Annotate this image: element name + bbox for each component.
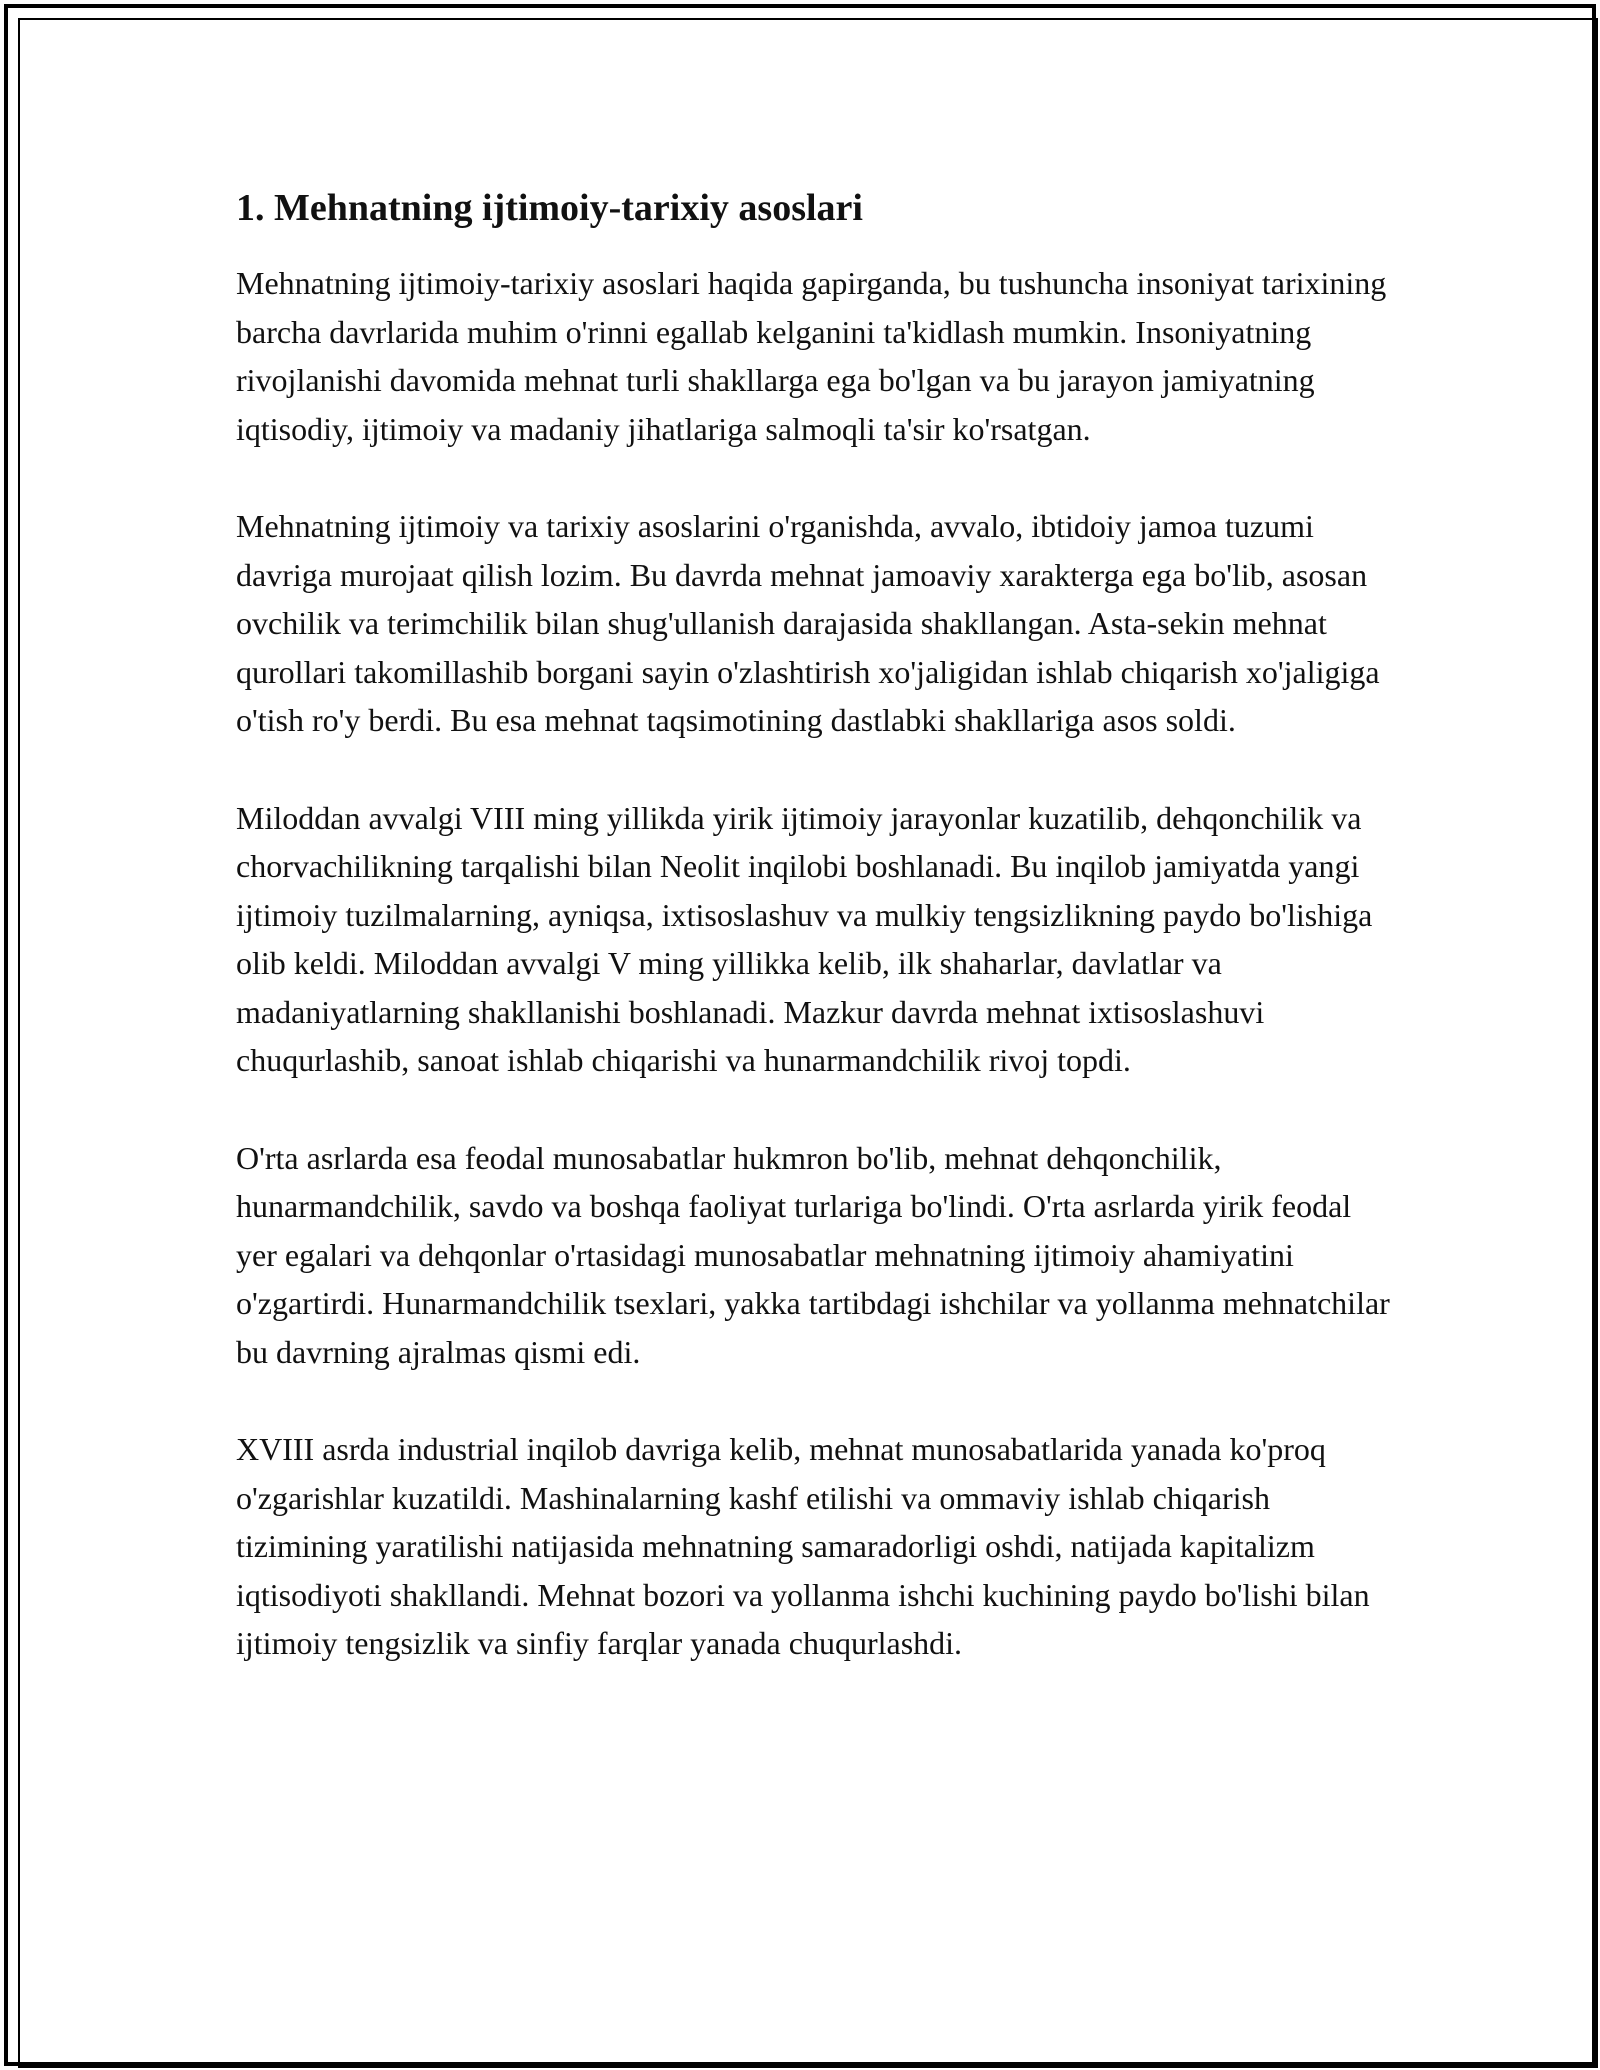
paragraph-4: O'rta asrlarda esa feodal munosabatlar hukmron bo'lib, mehnat dehqonchilik, hunarmandchilik, savdo va boshqa faoliyat turlariga bo'lindi. O'rta asrlarda yirik feodal yer egalari va dehqonlar o'rtasidagi munosabatlar mehnatning ijtimoiy ahamiyatini o'zgartirdi. Hunarmandchilik tsexlari, yakka tartibdagi ishchilar va yollanma mehnatchilar bu davrning ajralmas qismi edi. (236, 1139, 1390, 1370)
section-heading: 1. Mehnatning ijtimoiy-tarixiy asoslari (236, 187, 863, 229)
paragraph-5: XVIII asrda industrial inqilob davriga kelib, mehnat munosabatlarida yanada ko'proq o'zgarishlar kuzatildi. Mashinalarning kashf etilishi va ommaviy ishlab chiqarish tizimining yaratilishi natijasida mehnatning samaradorligi oshdi, natijada kapitalizm iqtisodiyoti shakllandi. Mehnat bozori va yollanma ishchi kuchining paydo bo'lishi bilan ijtimoiy tengsizlik va sinfiy farqlar yanada chuqurlashdi. (236, 1431, 1370, 1662)
paragraph-3: Miloddan avvalgi VIII ming yillikda yirik ijtimoiy jarayonlar kuzatilib, dehqonchilik va chorvachilikning tarqalishi bilan Neolit inqilobi boshlanadi. Bu inqilob jamiyatda yangi ijtimoiy tuzilmalarning, ayniqsa, ixtisoslashuv va mulkiy tengsizlikning paydo bo'lishiga olib keldi. Miloddan avvalgi V ming yillikka kelib, ilk shaharlar, davlatlar va madaniyatlarning shakllanishi boshlanadi. Mazkur davrda mehnat ixtisoslashuvi chuqurlashib, sanoat ishlab chiqarishi va hunarmandchilik rivoj topdi. (236, 799, 1373, 1079)
paragraph-2: Mehnatning ijtimoiy va tarixiy asoslarini o'rganishda, avvalo, ibtidoiy jamoa tuzumi davriga murojaat qilish lozim. Bu davrda mehnat jamoaviy xarakterga ega bo'lib, asosan ovchilik va terimchilik bilan shug'ullanish darajasida shakllangan. Asta-sekin mehnat qurollari takomillashib borgani sayin o'zlashtirish xo'jaligidan ishlab chiqarish xo'jaligiga o'tish ro'y berdi. Bu esa mehnat taqsimotining dastlabki shakllariga asos soldi. (236, 508, 1380, 739)
paragraph-1: Mehnatning ijtimoiy-tarixiy asoslari haqida gapirganda, bu tushuncha insoniyat tarixining barcha davrlarida muhim o'rinni egallab kelganini ta'kidlash mumkin. Insoniyatning rivojlanishi davomida mehnat turli shakllarga ega bo'lgan va bu jarayon jamiyatning iqtisodiy, ijtimoiy va madaniy jihatlariga salmoqli ta'sir ko'rsatgan. (236, 265, 1387, 447)
document-body (236, 184, 1396, 1717)
